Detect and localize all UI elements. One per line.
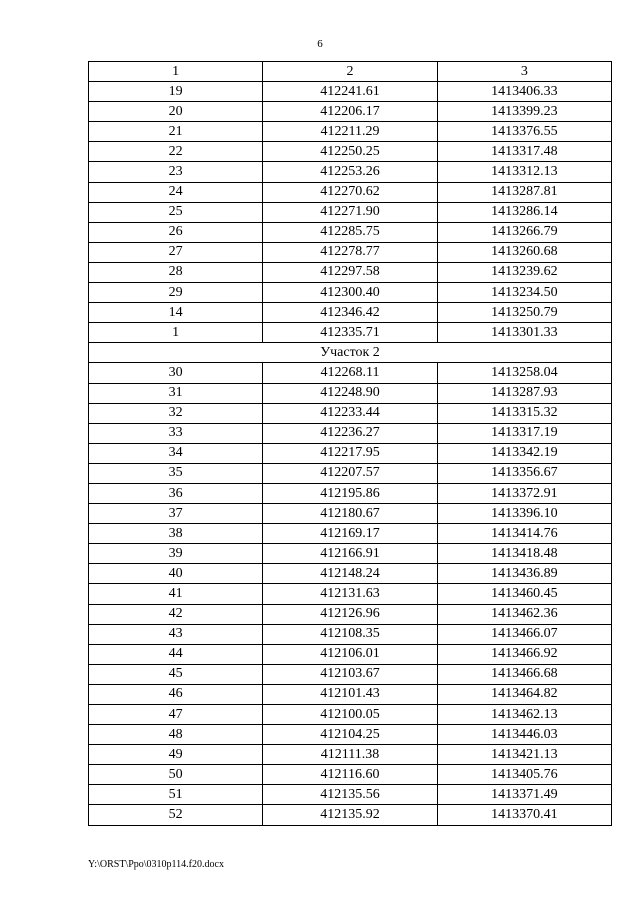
x-coordinate-cell: 412180.67 [263,504,437,524]
y-coordinate-cell: 1413258.04 [437,363,611,383]
y-coordinate-cell: 1413234.50 [437,283,611,303]
table-body-part1 [89,82,612,343]
section-row [89,343,612,363]
point-number-cell: 33 [89,423,263,443]
table-row [89,102,612,122]
table-row [89,785,612,805]
table-row [89,644,612,664]
x-coordinate-cell: 412268.11 [263,363,437,383]
y-coordinate-cell: 1413466.07 [437,624,611,644]
point-number-cell: 22 [89,142,263,162]
x-coordinate-cell: 412111.38 [263,745,437,765]
x-coordinate-cell: 412166.91 [263,544,437,564]
table-row [89,262,612,282]
x-coordinate-cell: 412271.90 [263,202,437,222]
table-row [89,443,612,463]
point-number-cell: 19 [89,82,263,102]
point-number-cell: 42 [89,604,263,624]
point-number-cell: 31 [89,383,263,403]
x-coordinate-cell: 412100.05 [263,705,437,725]
point-number-cell: 24 [89,182,263,202]
table-row [89,483,612,503]
table-row [89,544,612,564]
y-coordinate-cell: 1413312.13 [437,162,611,182]
x-coordinate-cell: 412335.71 [263,323,437,343]
table-row [89,303,612,323]
table-row [89,82,612,102]
x-coordinate-cell: 412131.63 [263,584,437,604]
y-coordinate-cell: 1413342.19 [437,443,611,463]
point-number-cell: 43 [89,624,263,644]
y-coordinate-cell: 1413464.82 [437,684,611,704]
x-coordinate-cell: 412126.96 [263,604,437,624]
table-row [89,162,612,182]
point-number-cell: 25 [89,202,263,222]
point-number-cell: 51 [89,785,263,805]
y-coordinate-cell: 1413421.13 [437,745,611,765]
y-coordinate-cell: 1413370.41 [437,805,611,825]
point-number-cell: 28 [89,262,263,282]
table-row [89,202,612,222]
table-row [89,805,612,825]
point-number-cell: 23 [89,162,263,182]
y-coordinate-cell: 1413446.03 [437,725,611,745]
table-row [89,323,612,343]
point-number-cell: 36 [89,483,263,503]
x-coordinate-cell: 412135.56 [263,785,437,805]
y-coordinate-cell: 1413287.81 [437,182,611,202]
point-number-cell: 20 [89,102,263,122]
x-coordinate-cell: 412148.24 [263,564,437,584]
footer-file-path: Y:\ORST\Ppo\0310p114.f20.docx [88,859,224,870]
point-number-cell: 52 [89,805,263,825]
page-number: 6 [317,38,323,50]
y-coordinate-cell: 1413376.55 [437,122,611,142]
table-row [89,725,612,745]
y-coordinate-cell: 1413460.45 [437,584,611,604]
table-row [89,664,612,684]
x-coordinate-cell: 412233.44 [263,403,437,423]
table-row [89,242,612,262]
x-coordinate-cell: 412116.60 [263,765,437,785]
x-coordinate-cell: 412248.90 [263,383,437,403]
x-coordinate-cell: 412169.17 [263,524,437,544]
x-coordinate-cell: 412135.92 [263,805,437,825]
table-body-part2 [89,363,612,825]
x-coordinate-cell: 412217.95 [263,443,437,463]
point-number-cell: 49 [89,745,263,765]
table-row [89,604,612,624]
table-header-row [89,62,612,82]
y-coordinate-cell: 1413371.49 [437,785,611,805]
table-section-divider [89,343,612,363]
point-number-cell: 50 [89,765,263,785]
x-coordinate-cell: 412346.42 [263,303,437,323]
point-number-cell: 47 [89,705,263,725]
point-number-cell: 40 [89,564,263,584]
y-coordinate-cell: 1413287.93 [437,383,611,403]
x-coordinate-cell: 412253.26 [263,162,437,182]
y-coordinate-cell: 1413266.79 [437,222,611,242]
y-coordinate-cell: 1413260.68 [437,242,611,262]
table-row [89,765,612,785]
x-coordinate-cell: 412108.35 [263,624,437,644]
y-coordinate-cell: 1413462.36 [437,604,611,624]
table-row [89,403,612,423]
table-row [89,222,612,242]
y-coordinate-cell: 1413315.32 [437,403,611,423]
point-number-cell: 26 [89,222,263,242]
section-label: Участок 2 [89,343,612,363]
table-row [89,584,612,604]
table-row [89,383,612,403]
table-row [89,423,612,443]
y-coordinate-cell: 1413466.92 [437,644,611,664]
table-row [89,283,612,303]
table-row [89,564,612,584]
y-coordinate-cell: 1413396.10 [437,504,611,524]
point-number-cell: 46 [89,684,263,704]
x-coordinate-cell: 412101.43 [263,684,437,704]
x-coordinate-cell: 412300.40 [263,283,437,303]
y-coordinate-cell: 1413301.33 [437,323,611,343]
y-coordinate-cell: 1413466.68 [437,664,611,684]
y-coordinate-cell: 1413405.76 [437,765,611,785]
y-coordinate-cell: 1413399.23 [437,102,611,122]
x-coordinate-cell: 412207.57 [263,463,437,483]
point-number-cell: 39 [89,544,263,564]
x-coordinate-cell: 412211.29 [263,122,437,142]
header-cell-x: 2 [263,62,437,82]
x-coordinate-cell: 412103.67 [263,664,437,684]
y-coordinate-cell: 1413239.62 [437,262,611,282]
y-coordinate-cell: 1413372.91 [437,483,611,503]
table-row [89,463,612,483]
point-number-cell: 21 [89,122,263,142]
header-cell-y: 3 [437,62,611,82]
table-row [89,363,612,383]
table-row [89,182,612,202]
point-number-cell: 1 [89,323,263,343]
y-coordinate-cell: 1413286.14 [437,202,611,222]
table-row [89,142,612,162]
x-coordinate-cell: 412241.61 [263,82,437,102]
y-coordinate-cell: 1413418.48 [437,544,611,564]
y-coordinate-cell: 1413462.13 [437,705,611,725]
table-row [89,684,612,704]
point-number-cell: 37 [89,504,263,524]
header-cell-number: 1 [89,62,263,82]
table-row [89,122,612,142]
x-coordinate-cell: 412106.01 [263,644,437,664]
x-coordinate-cell: 412270.62 [263,182,437,202]
y-coordinate-cell: 1413356.67 [437,463,611,483]
point-number-cell: 41 [89,584,263,604]
x-coordinate-cell: 412285.75 [263,222,437,242]
y-coordinate-cell: 1413250.79 [437,303,611,323]
table-row [89,705,612,725]
y-coordinate-cell: 1413436.89 [437,564,611,584]
table-row [89,504,612,524]
y-coordinate-cell: 1413406.33 [437,82,611,102]
y-coordinate-cell: 1413317.48 [437,142,611,162]
table-row [89,524,612,544]
x-coordinate-cell: 412250.25 [263,142,437,162]
point-number-cell: 45 [89,664,263,684]
point-number-cell: 44 [89,644,263,664]
x-coordinate-cell: 412236.27 [263,423,437,443]
x-coordinate-cell: 412104.25 [263,725,437,745]
x-coordinate-cell: 412195.86 [263,483,437,503]
x-coordinate-cell: 412297.58 [263,262,437,282]
point-number-cell: 38 [89,524,263,544]
point-number-cell: 35 [89,463,263,483]
coordinates-table [88,61,612,826]
point-number-cell: 48 [89,725,263,745]
point-number-cell: 14 [89,303,263,323]
table-row [89,745,612,765]
table-header [89,62,612,82]
point-number-cell: 29 [89,283,263,303]
point-number-cell: 27 [89,242,263,262]
point-number-cell: 34 [89,443,263,463]
x-coordinate-cell: 412206.17 [263,102,437,122]
table-row [89,624,612,644]
y-coordinate-cell: 1413317.19 [437,423,611,443]
y-coordinate-cell: 1413414.76 [437,524,611,544]
point-number-cell: 30 [89,363,263,383]
point-number-cell: 32 [89,403,263,423]
x-coordinate-cell: 412278.77 [263,242,437,262]
